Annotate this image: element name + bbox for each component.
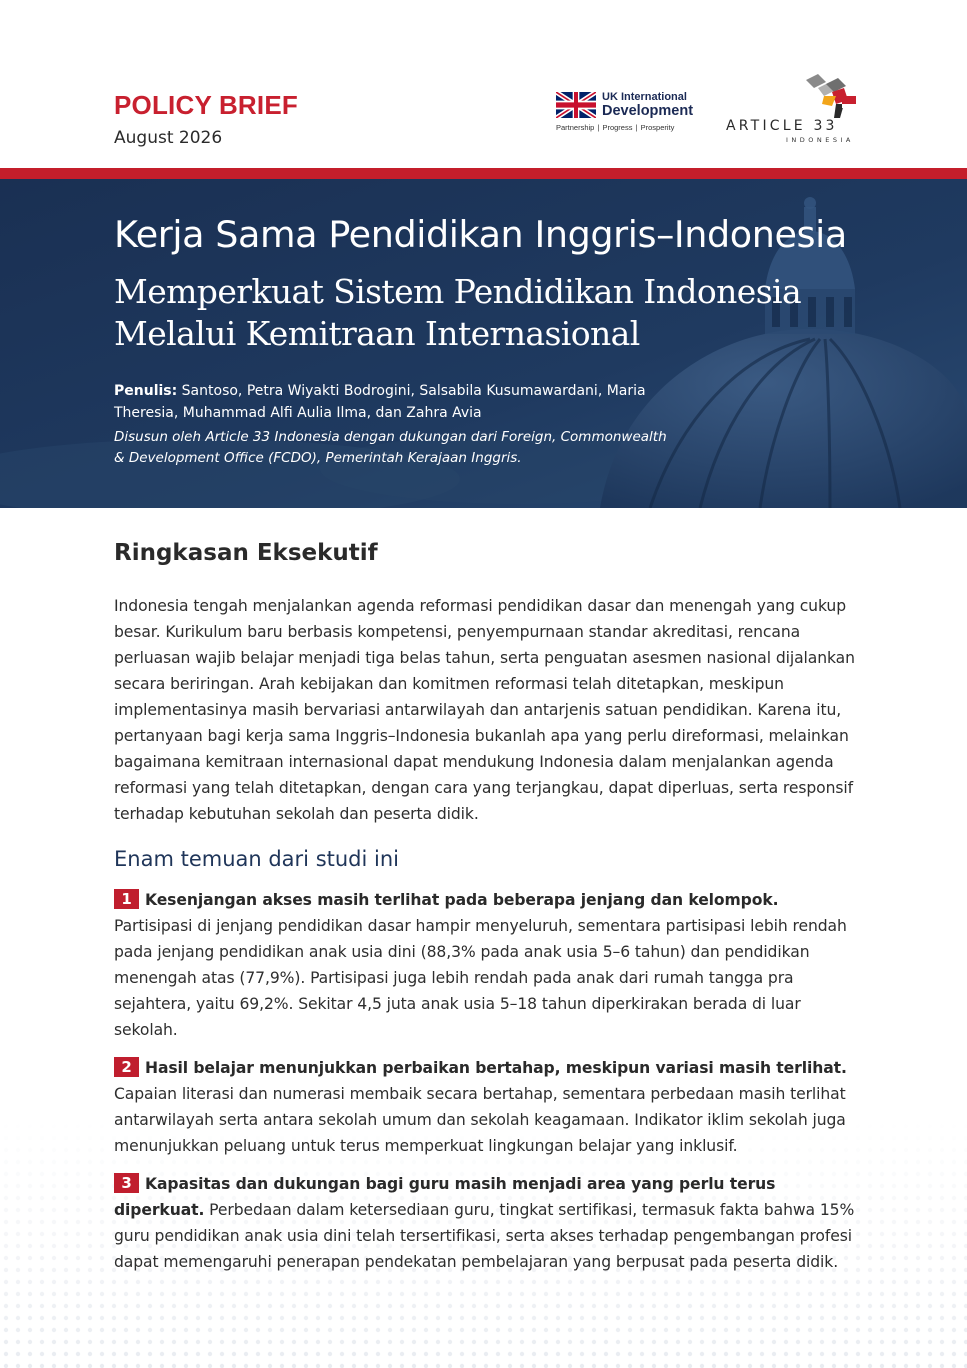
- uk-logo-line1: UK International: [602, 91, 687, 103]
- findings-heading: Enam temuan dari studi ini: [114, 847, 399, 871]
- finding-title: Kesenjangan akses masih terlihat pada beberapa jenjang dan kelompok.: [145, 891, 779, 909]
- banner-title: Kerja Sama Pendidikan Inggris–Indonesia: [114, 213, 847, 256]
- uk-international-development-logo: [556, 92, 706, 136]
- document-type-label: POLICY BRIEF: [114, 90, 298, 120]
- uk-logo-tagline: Partnership | Progress | Prosperity: [556, 123, 675, 132]
- union-jack-flag-icon: [556, 92, 596, 118]
- prepared-by-credit: Disusun oleh Article 33 Indonesia dengan dukungan dari Foreign, Commonwealth & Development Office (FCDO), Pemerintah Kerajaan Inggris.: [114, 429, 667, 466]
- uk-logo-line2: Development: [602, 103, 694, 119]
- authors-label: Penulis:: [114, 383, 178, 399]
- accent-divider-bar: [0, 168, 967, 179]
- finding-number-badge: 1: [114, 889, 139, 909]
- authors-line: [114, 380, 674, 424]
- banner-subtitle: [114, 271, 814, 355]
- finding-body: Perbedaan dalam ketersediaan guru, tingkat sertifikasi, termasuk fakta bahwa 15% guru pendidikan anak usia dini telah tersertifikasi, serta akses terhadap pengembangan profesi dapat memengaruhi penerapan pendekatan pembelajaran yang berpusat pada peserta didik.: [114, 1201, 855, 1271]
- authors-names: Santoso, Petra Wiyakti Bodrogini, Salsabila Kusumawardani, Maria Theresia, Muhammad Alfi Aulia Ilma, dan Zahra Avia: [114, 383, 646, 421]
- banner-subtitle-line1: Memperkuat Sistem Pendidikan Indonesia: [114, 272, 802, 311]
- finding-title: Hasil belajar menunjukkan perbaikan bertahap, meskipun variasi masih terlihat.: [145, 1059, 847, 1077]
- finding-body: Partisipasi di jenjang pendidikan dasar hampir menyeluruh, sementara partisipasi lebih rendah pada jenjang pendidikan anak usia dini (88,3% pada anak usia 5–6 tahun) dan pendidikan menengah atas (77,9%). Partisipasi juga lebih rendah pada anak dari rumah tangga pra sejahtera, yaitu 69,2%. Sekitar 4,5 juta anak usia 5–18 tahun diperkirakan berada di luar sekolah.: [114, 917, 847, 1039]
- banner-subtitle-line2: Melalui Kemitraan Internasional: [114, 314, 640, 353]
- finding-item: [114, 887, 859, 1043]
- article33-mark-icon: [796, 74, 858, 120]
- main-content: [114, 540, 859, 1287]
- publication-date: August 2026: [114, 128, 223, 148]
- finding-title: Kapasitas dan dukungan bagi guru masih menjadi area yang perlu terus diperkuat.: [114, 1175, 776, 1219]
- title-banner: [0, 179, 967, 508]
- page-header: [0, 0, 967, 168]
- article33-subtitle: INDONESIA: [786, 136, 854, 144]
- executive-summary-heading: Ringkasan Eksekutif: [114, 540, 378, 566]
- finding-body: Capaian literasi dan numerasi membaik secara bertahap, sementara perbedaan masih terlihat antarwilayah serta antara sekolah umum dan sekolah keagamaan. Indikator iklim sekolah juga menunjukkan peluang untuk terus memperkuat lingkungan belajar yang inklusif.: [114, 1085, 846, 1155]
- article33-name: ARTICLE 33: [726, 118, 838, 134]
- article33-logo: [726, 74, 866, 146]
- executive-summary-paragraph: Indonesia tengah menjalankan agenda reformasi pendidikan dasar dan menengah yang cukup besar. Kurikulum baru berbasis kompetensi, penyempurnaan standar akreditasi, rencana perluasan wajib belajar menjadi tiga belas tahun, serta penguatan asesmen nasional dijalankan secara beriringan. Arah kebijakan dan komitmen reformasi telah ditetapkan, meskipun implementasinya masih bervariasi antarwilayah dan antarjenis satuan pendidikan. Karena itu, pertanyaan bagi kerja sama Inggris–Indonesia bukanlah apa yang perlu direformasi, melainkan bagaimana kemitraan internasional dapat mendukung Indonesia dalam menjalankan agenda reformasi yang telah ditetapkan, dengan cara yang terjangkau, dapat diperluas, serta responsif terhadap kebutuhan sekolah dan peserta didik.: [114, 597, 855, 823]
- finding-item: [114, 1055, 859, 1159]
- finding-item: [114, 1171, 859, 1275]
- finding-number-badge: 3: [114, 1173, 139, 1193]
- finding-number-badge: 2: [114, 1057, 139, 1077]
